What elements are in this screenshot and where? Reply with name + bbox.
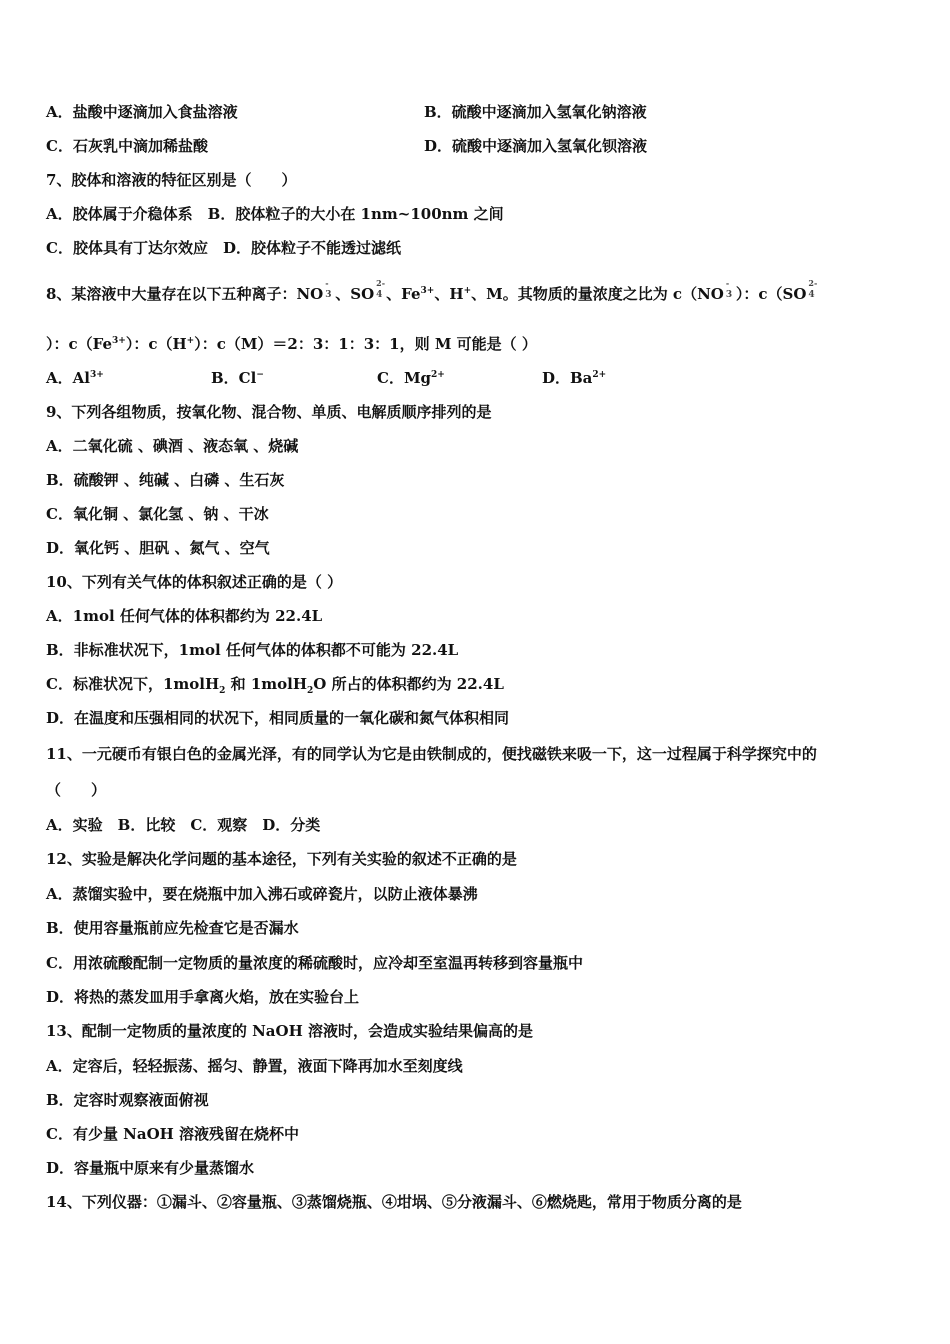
ion-so4-ratio-sub: 4 <box>808 290 815 300</box>
q10-option-c: C．标准状况下，1molH$_2$ 和 1molH$_2$O 所占的体积都约为 22.4L <box>46 675 504 696</box>
q8-ratio-sep: ）：c（ <box>735 285 783 303</box>
q10-stem: 10、下列有关气体的体积叙述正确的是（ ） <box>46 573 343 591</box>
ion-fe: Fe <box>401 285 421 303</box>
q11-paren: （ ） <box>46 781 107 799</box>
q8-option-c: C．$Mg^{2+}$ <box>377 369 445 387</box>
q9-option-b: B．硫酸钾 、纯碱 、白磷 、生石灰 <box>46 471 285 489</box>
ion-no3-sub: 3 <box>325 290 332 300</box>
q13-stem: 13、配制一定物质的量浓度的 NaOH 溶液时，会造成实验结果偏高的是 <box>46 1022 533 1040</box>
q8-option-b: B．Cl− <box>211 369 264 387</box>
q8-stem-prefix: 8、某溶液中大量存在以下五种离子： <box>46 285 297 303</box>
ion-no3-ratio-sub: 3 <box>725 290 733 300</box>
q12-option-b: B．使用容量瓶前应先检查它是否漏水 <box>46 919 299 937</box>
q7-stem: 7、胶体和溶液的特征区别是（ ） <box>46 171 297 189</box>
q12-option-d: D．将热的蒸发皿用手拿离火焰，放在实验台上 <box>46 988 360 1006</box>
q8-stem-middle: 、M。其物质的量浓度之比为 c（ <box>471 285 698 303</box>
q9-stem: 9、下列各组物质，按氧化物、混合物、单质、电解质顺序排列的是 <box>46 403 492 421</box>
ion-no3-ratio-charge: - <box>725 278 730 288</box>
ion-no3-ratio: NO <box>697 285 724 303</box>
q12-option-c: C．用浓硫酸配制一定物质的量浓度的稀硫酸时，应冷却至室温再转移到容量瓶中 <box>46 954 583 972</box>
ion-so4-ratio-charge: 2- <box>808 278 818 288</box>
q6-row-2 <box>46 136 648 156</box>
ion-h: H <box>449 285 464 303</box>
q8-fe-charge: 3+ <box>112 336 126 346</box>
q13-option-c: C．有少量 NaOH 溶液残留在烧杯中 <box>46 1125 300 1143</box>
ion-so4-sub: 4 <box>376 290 383 300</box>
q10-option-a: A．1mol 任何气体的体积都约为 22.4L <box>46 607 323 625</box>
ion-so4-charge: 2- <box>376 278 386 288</box>
q11-options: A．实验 B．比较 C．观察 D．分类 <box>46 816 321 834</box>
q6-option-b: B．硫酸中逐滴加入氢氧化钠溶液 <box>424 103 647 121</box>
q8-line2-part-c: ）：c（M）＝2：3：1：3：1，则 M 可能是（ ） <box>194 335 537 353</box>
ion-h-charge: + <box>463 286 472 296</box>
q8-h-charge: + <box>186 336 195 346</box>
separator: 、 <box>386 285 402 303</box>
q6-option-a: A．盐酸中逐滴加入食盐溶液 <box>46 103 238 121</box>
q8-stem-line-1 <box>46 278 818 305</box>
q10-option-d: D．在温度和压强相同的状况下，相同质量的一氧化碳和氮气体积相同 <box>46 709 510 727</box>
q9-option-c: C．氧化铜 、氯化氢 、钠 、干冰 <box>46 505 269 523</box>
q8-line2-part-b: ）：c（H <box>125 335 187 353</box>
q9-option-a: A．二氧化硫 、碘酒 、液态氧 、烧碱 <box>46 437 299 455</box>
q9-option-d: D．氧化钙 、胆矾 、氮气 、空气 <box>46 539 270 557</box>
q6-option-d: D．硫酸中逐滴加入氢氧化钡溶液 <box>424 137 648 155</box>
q13-option-a: A．定容后，轻轻振荡、摇匀、静置，液面下降再加水至刻度线 <box>46 1057 463 1075</box>
ion-no3: NO <box>296 285 324 303</box>
separator: 、 <box>434 285 450 303</box>
q8-option-a: A．$Al^{3+}$ <box>46 369 104 387</box>
q13-option-d: D．容量瓶中原来有少量蒸馏水 <box>46 1159 255 1177</box>
q12-option-a: A．蒸馏实验中，要在烧瓶中加入沸石或碎瓷片，以防止液体暴沸 <box>46 885 478 903</box>
q14-stem: 14、下列仪器：①漏斗、②容量瓶、③蒸馏烧瓶、④坩埚、⑤分液漏斗、⑥燃烧匙，常用于物质分离的是 <box>46 1193 742 1211</box>
q8-option-d: D．$Ba^{2+}$ <box>542 369 607 387</box>
ion-so4-ratio: SO <box>782 285 807 303</box>
q7-options-line-1: A．胶体属于介稳体系 B．胶体粒子的大小在 1nm~100nm 之间 <box>46 205 504 223</box>
ion-no3-charge: - <box>325 278 329 288</box>
separator: 、 <box>335 285 351 303</box>
q7-options-line-2: C．胶体具有丁达尔效应 D．胶体粒子不能透过滤纸 <box>46 239 401 257</box>
ion-so4: SO <box>350 285 375 303</box>
q11-stem: 11、一元硬币有银白色的金属光泽，有的同学认为它是由铁制成的，便找磁铁来吸一下，这一过程属于科学探究中的 <box>46 745 817 763</box>
q10-option-b: B．非标准状况下，1mol 任何气体的体积都不可能为 22.4L <box>46 641 459 659</box>
q6-option-c: C．石灰乳中滴加稀盐酸 <box>46 137 208 155</box>
q8-line2-part-a: ）：c（Fe <box>46 335 113 353</box>
ion-fe-charge: 3+ <box>420 286 435 296</box>
q13-option-b: B．定容时观察液面俯视 <box>46 1091 209 1109</box>
q8-stem-line-2 <box>46 334 537 354</box>
q6-row-1 <box>46 102 647 122</box>
q12-stem: 12、实验是解决化学问题的基本途径，下列有关实验的叙述不正确的是 <box>46 850 517 868</box>
